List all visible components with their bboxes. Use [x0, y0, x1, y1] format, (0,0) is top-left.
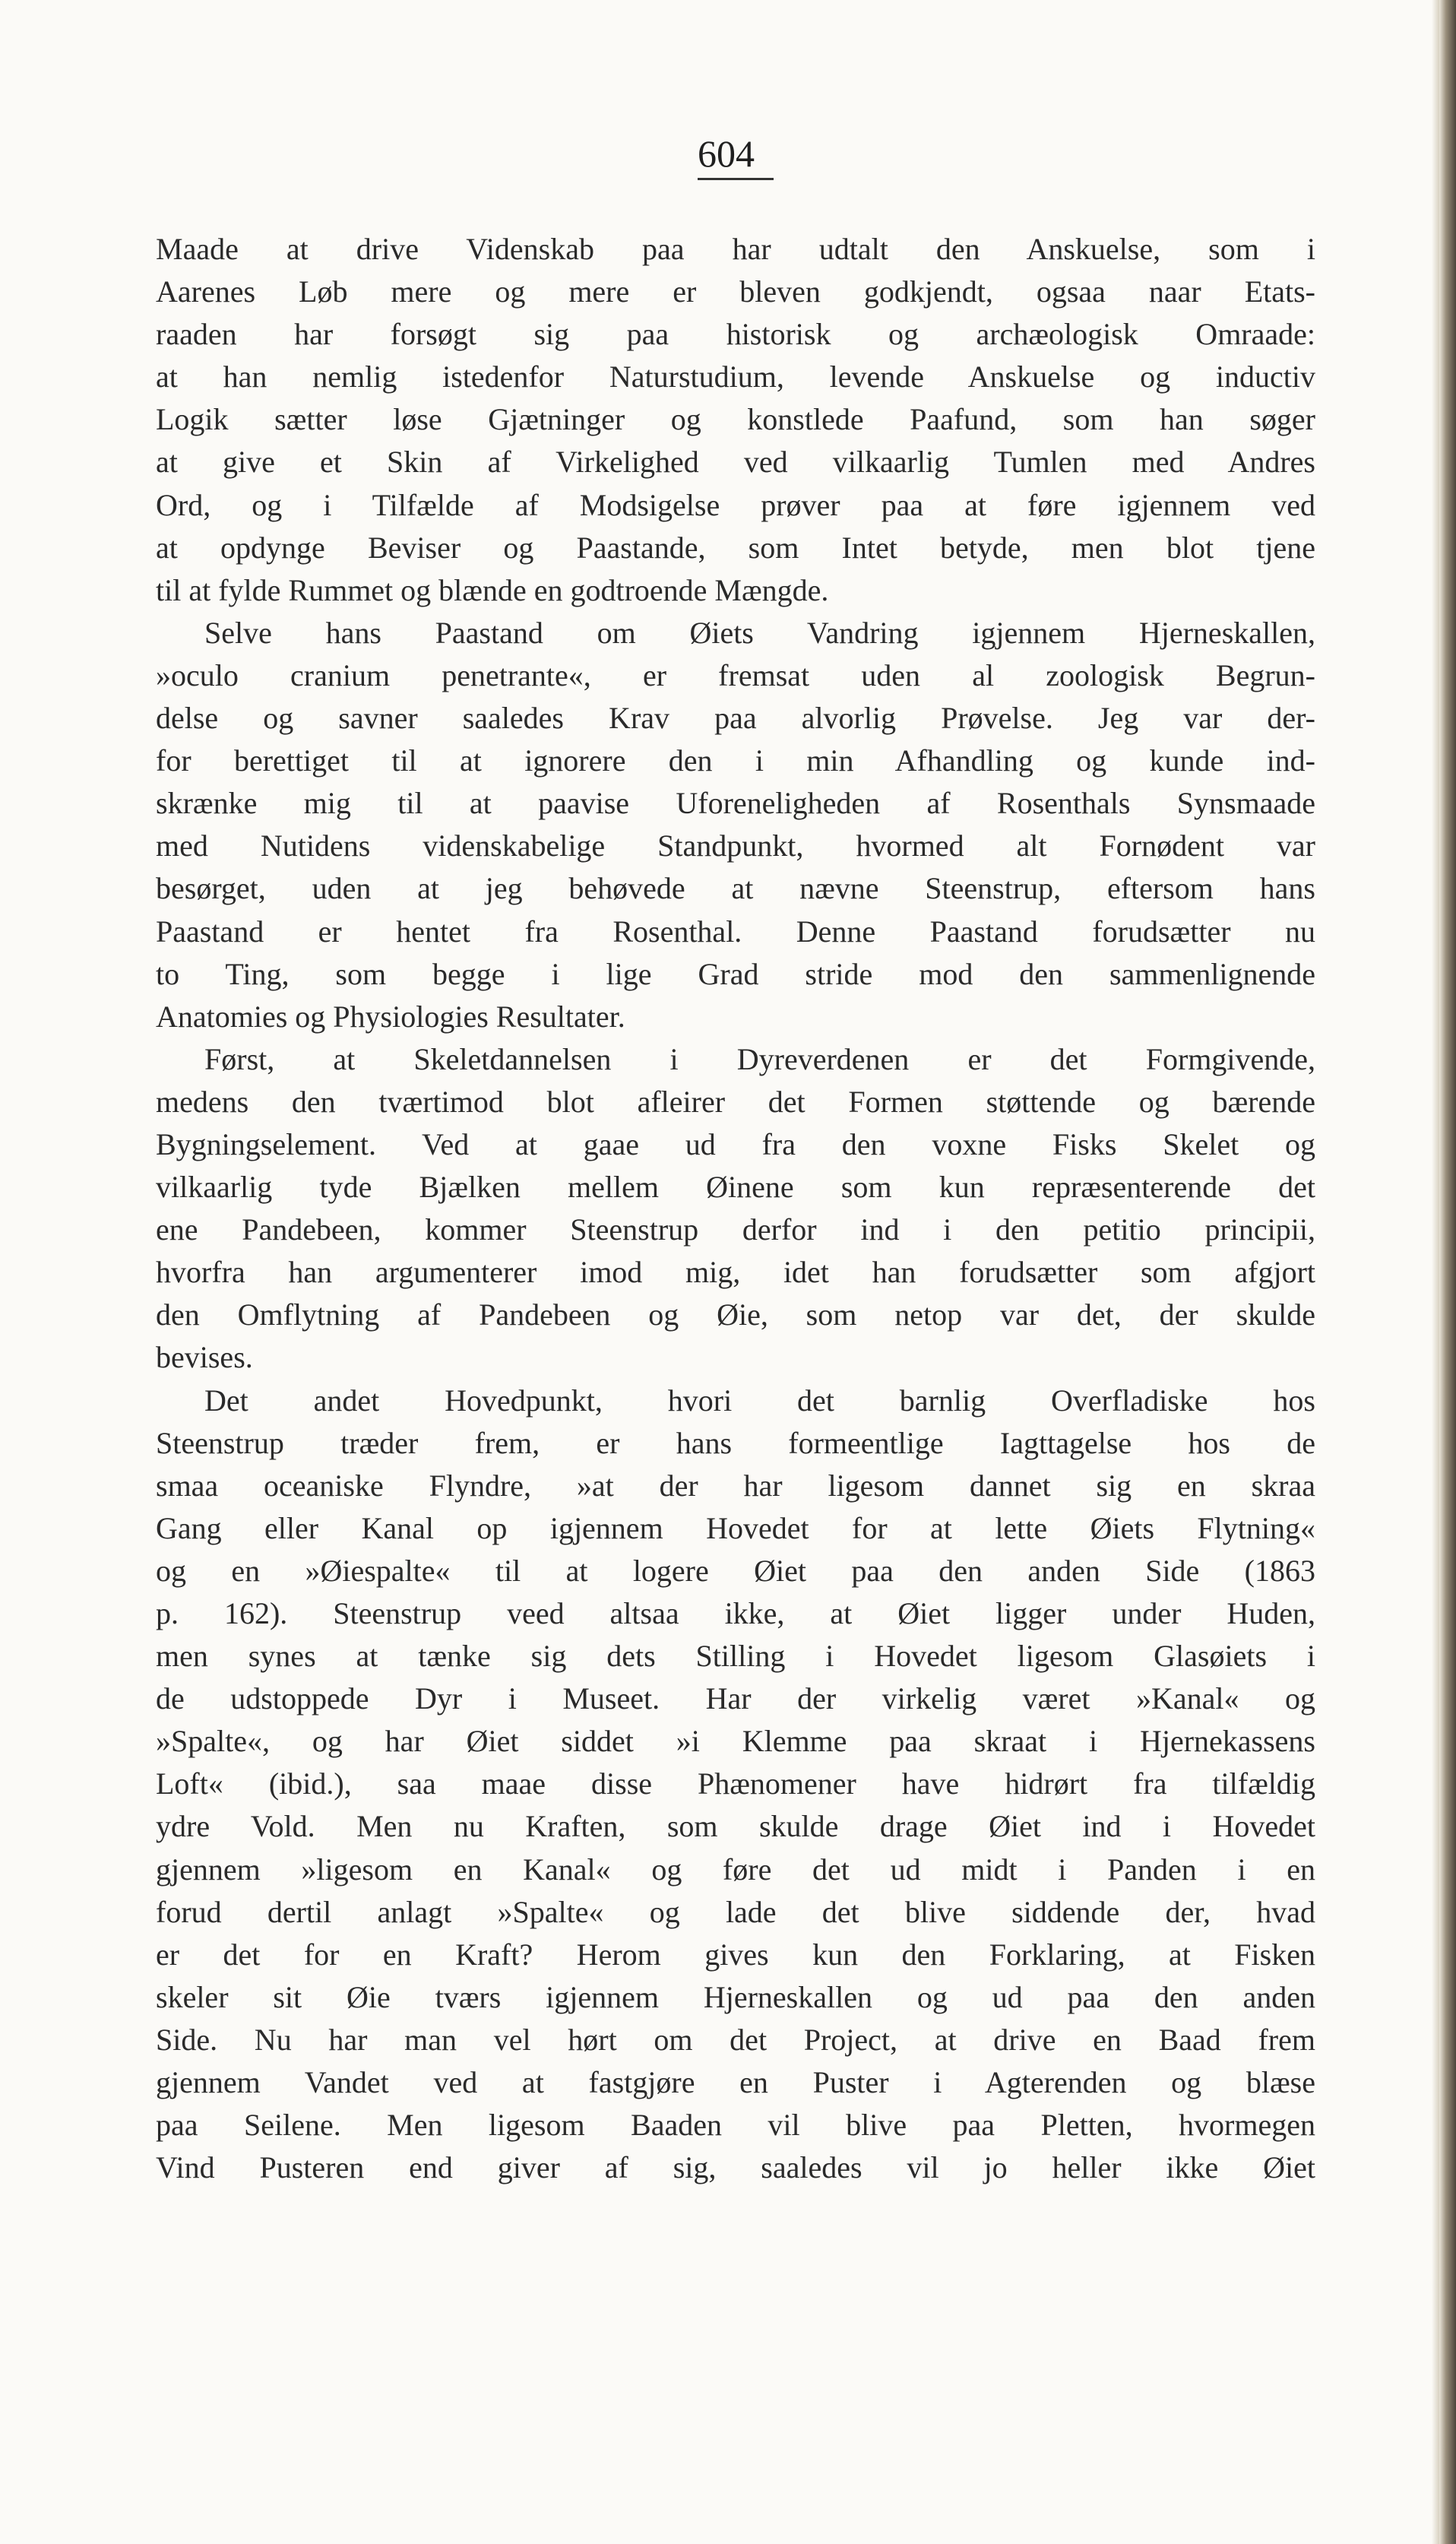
text-line: smaa oceaniske Flyndre, »at der har ligesom dannet sig en skraa: [156, 1468, 1315, 1503]
text-line: paa Seilene. Men ligesom Baaden vil blive paa Pletten, hvormegen: [156, 2108, 1315, 2143]
text-line: er det for en Kraft? Herom gives kun den Forklaring, at Fisken: [156, 1937, 1315, 1972]
text-line: skeler sit Øie tværs igjennem Hjerneskallen og ud paa den anden: [156, 1979, 1315, 2014]
text-line: de udstoppede Dyr i Museet. Har der virkelig været »Kanal« og: [156, 1681, 1315, 1716]
text-line: at han nemlig istedenfor Naturstudium, levende Anskuelse og inductiv: [156, 360, 1315, 394]
text-line: med Nutidens videnskabelige Standpunkt, hvormed alt Fornødent var: [156, 828, 1315, 863]
text-line: Side. Nu har man vel hørt om det Project, at drive en Baad frem: [156, 2022, 1315, 2057]
text-line: til at fylde Rummet og blænde en godtroende Mængde.: [156, 572, 829, 607]
text-line: for berettiget til at ignorere den i min Afhandling og kunde ind-: [156, 743, 1315, 778]
text-line: og en »Øiespalte« til at logere Øiet paa den anden Side (1863: [156, 1553, 1315, 1588]
text-line: Maade at drive Videnskab paa har udtalt den Anskuelse, som i: [156, 232, 1315, 266]
text-line: Det andet Hovedpunkt, hvori det barnlig Overfladiske hos: [204, 1383, 1315, 1418]
text-line: delse og savner saaledes Krav paa alvorlig Prøvelse. Jeg var der-: [156, 701, 1315, 736]
text-line: Paastand er hentet fra Rosenthal. Denne Paastand forudsætter nu: [156, 914, 1315, 949]
text-line: gjennem »ligesom en Kanal« og føre det ud midt i Panden i en: [156, 1852, 1315, 1887]
text-line: raaden har forsøgt sig paa historisk og archæologisk Omraade:: [156, 317, 1315, 352]
text-line: Anatomies og Physiologies Resultater.: [156, 999, 625, 1034]
text-line: Steenstrup træder frem, er hans formeentlige Iagttagelse hos de: [156, 1425, 1315, 1460]
text-line: hvorfra han argumenterer imod mig, idet han forudsætter som afgjort: [156, 1255, 1315, 1290]
text-line: besørget, uden at jeg behøvede at nævne Steenstrup, eftersom hans: [156, 871, 1315, 906]
text-line: ene Pandebeen, kommer Steenstrup derfor ind i den petitio principii,: [156, 1212, 1315, 1247]
body-text: [156, 228, 1315, 2189]
text-line: Vind Pusteren end giver af sig, saaledes vil jo heller ikke Øiet: [156, 2150, 1315, 2185]
text-line: Bygningselement. Ved at gaae ud fra den voxne Fisks Skelet og: [156, 1126, 1315, 1161]
text-line: ydre Vold. Men nu Kraften, som skulde drage Øiet ind i Hovedet: [156, 1809, 1315, 1844]
text-line: medens den tværtimod blot afleirer det Formen støttende og bærende: [156, 1084, 1315, 1119]
text-line: Først, at Skeletdannelsen i Dyreverdenen er det Formgivende,: [204, 1041, 1315, 1076]
text-line: skrænke mig til at paavise Uforeneligheden af Rosenthals Synsmaade: [156, 786, 1315, 821]
text-line: Logik sætter løse Gjætninger og konstlede Paafund, som han søger: [156, 402, 1315, 437]
text-line: Gang eller Kanal op igjennem Hovedet for at lette Øiets Flytning«: [156, 1510, 1315, 1545]
text-line: vilkaarlig tyde Bjælken mellem Øinene som kun repræsenterende det: [156, 1170, 1315, 1205]
text-line: p. 162). Steenstrup veed altsaa ikke, at Øiet ligger under Huden,: [156, 1596, 1315, 1630]
text-line: at opdynge Beviser og Paastande, som Intet betyde, men blot tjene: [156, 530, 1315, 565]
text-line: bevises.: [156, 1340, 253, 1375]
text-line: Ord, og i Tilfælde af Modsigelse prøver paa at føre igjennem ved: [156, 487, 1315, 522]
page-number: 604: [698, 131, 774, 180]
binding-shadow: [1432, 0, 1439, 2544]
text-line: »oculo cranium penetrante«, er fremsat uden al zoologisk Begrun-: [156, 657, 1315, 692]
book-binding-edge: [1439, 0, 1456, 2544]
text-line: gjennem Vandet ved at fastgjøre en Puster i Agterenden og blæse: [156, 2065, 1315, 2100]
text-line: »Spalte«, og har Øiet siddet »i Klemme paa skraat i Hjernekassens: [156, 1724, 1315, 1759]
text-line: Selve hans Paastand om Øiets Vandring igjennem Hjerneskallen,: [204, 615, 1315, 650]
text-line: den Omflytning af Pandebeen og Øie, som netop var det, der skulde: [156, 1297, 1315, 1332]
text-line: men synes at tænke sig dets Stilling i Hovedet ligesom Glasøiets i: [156, 1639, 1315, 1674]
text-line: at give et Skin af Virkelighed ved vilkaarlig Tumlen med Andres: [156, 445, 1315, 480]
text-line: Loft« (ibid.), saa maae disse Phænomener have hidrørt fra tilfældig: [156, 1766, 1315, 1801]
text-line: to Ting, som begge i lige Grad stride mod den sammenlignende: [156, 956, 1315, 991]
text-line: forud dertil anlagt »Spalte« og lade det blive siddende der, hvad: [156, 1894, 1315, 1929]
text-line: Aarenes Løb mere og mere er bleven godkjendt, ogsaa naar Etats-: [156, 274, 1315, 309]
